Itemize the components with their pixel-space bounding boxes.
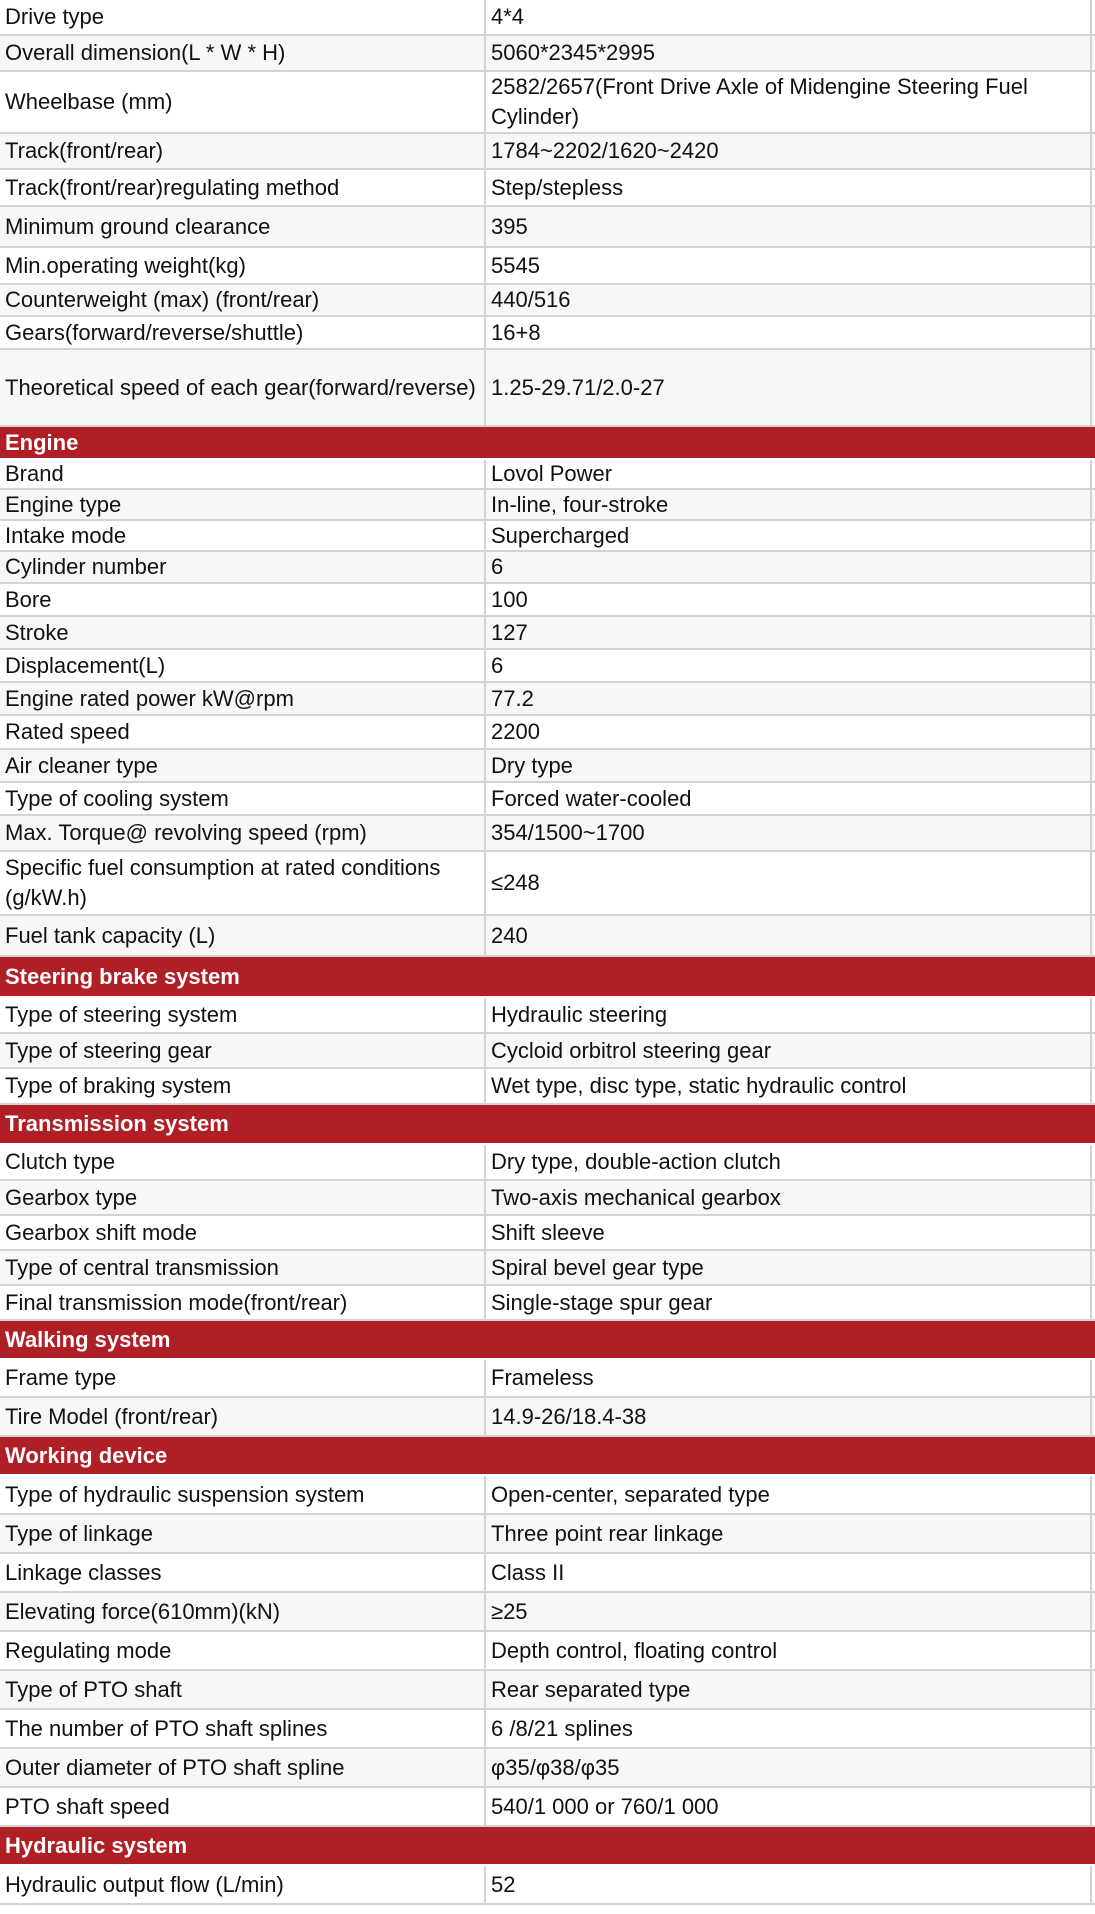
spec-label: Counterweight (max) (front/rear): [0, 285, 486, 315]
spec-label: Gearbox shift mode: [0, 1216, 486, 1249]
spec-row: [0, 0, 1095, 36]
spec-row: [0, 285, 1095, 317]
spec-value: 2582/2657(Front Drive Axle of Midengine Steering Fuel Cylinder): [486, 72, 1092, 132]
spec-value: 6: [486, 650, 1092, 681]
spec-label: Clutch type: [0, 1145, 486, 1179]
spec-row: [0, 1398, 1095, 1437]
spec-value: Rear separated type: [486, 1671, 1092, 1708]
spec-row: [0, 1632, 1095, 1671]
spec-value: 77.2: [486, 683, 1092, 714]
spec-label: Type of cooling system: [0, 783, 486, 814]
spec-value: Depth control, floating control: [486, 1632, 1092, 1669]
spec-row: [0, 134, 1095, 170]
spec-row: [0, 36, 1095, 72]
spec-row: [0, 460, 1095, 490]
spec-label: Overall dimension(L * W * H): [0, 36, 486, 70]
spec-value: Hydraulic steering: [486, 998, 1092, 1032]
spec-label: Rated speed: [0, 716, 486, 748]
spec-value: Three point rear linkage: [486, 1515, 1092, 1552]
spec-value: Shift sleeve: [486, 1216, 1092, 1249]
spec-row: [0, 552, 1095, 584]
spec-row: [0, 248, 1095, 285]
spec-value: Class II: [486, 1554, 1092, 1591]
spec-value: Single-stage spur gear: [486, 1286, 1092, 1319]
spec-value: 440/516: [486, 285, 1092, 315]
spec-row: [0, 1866, 1095, 1905]
spec-value: 1784~2202/1620~2420: [486, 134, 1092, 168]
spec-value: Dry type, double-action clutch: [486, 1145, 1092, 1179]
spec-row: [0, 1554, 1095, 1593]
spec-value: Open-center, separated type: [486, 1476, 1092, 1513]
spec-value: Forced water-cooled: [486, 783, 1092, 814]
spec-value: Two-axis mechanical gearbox: [486, 1181, 1092, 1214]
spec-row: [0, 650, 1095, 683]
spec-value: 100: [486, 584, 1092, 615]
spec-value: 240: [486, 916, 1092, 955]
spec-value: 5060*2345*2995: [486, 36, 1092, 70]
spec-label: Stroke: [0, 617, 486, 648]
section-header: Working device: [0, 1437, 1095, 1476]
spec-row: [0, 1671, 1095, 1710]
spec-row: [0, 1181, 1095, 1216]
spec-label: Displacement(L): [0, 650, 486, 681]
spec-row: [0, 1749, 1095, 1788]
spec-row: [0, 783, 1095, 816]
spec-value: Supercharged: [486, 521, 1092, 550]
spec-row: [0, 998, 1095, 1034]
spec-value: 354/1500~1700: [486, 816, 1092, 850]
spec-row: [0, 1360, 1095, 1398]
spec-row: [0, 1251, 1095, 1286]
spec-value: φ35/φ38/φ35: [486, 1749, 1092, 1786]
spec-value: In-line, four-stroke: [486, 490, 1092, 519]
spec-row: [0, 207, 1095, 248]
spec-label: Drive type: [0, 0, 486, 34]
spec-value: 4*4: [486, 0, 1092, 34]
spec-row: [0, 916, 1095, 957]
spec-value: 2200: [486, 716, 1092, 748]
spec-label: Tire Model (front/rear): [0, 1398, 486, 1435]
spec-label: Intake mode: [0, 521, 486, 550]
spec-row: [0, 490, 1095, 521]
spec-label: Type of steering system: [0, 998, 486, 1032]
spec-label: Track(front/rear): [0, 134, 486, 168]
spec-label: Cylinder number: [0, 552, 486, 582]
spec-row: [0, 1034, 1095, 1069]
spec-row: [0, 1286, 1095, 1321]
spec-label: PTO shaft speed: [0, 1788, 486, 1825]
spec-label: Engine rated power kW@rpm: [0, 683, 486, 714]
spec-row: [0, 816, 1095, 852]
spec-label: Type of PTO shaft: [0, 1671, 486, 1708]
spec-value: 52: [486, 1866, 1092, 1903]
spec-row: [0, 1476, 1095, 1515]
spec-label: Air cleaner type: [0, 750, 486, 781]
spec-row: [0, 1145, 1095, 1181]
spec-value: 395: [486, 207, 1092, 246]
spec-row: [0, 750, 1095, 783]
spec-value: ≤248: [486, 852, 1092, 914]
spec-value: Dry type: [486, 750, 1092, 781]
spec-label: Hydraulic output flow (L/min): [0, 1866, 486, 1903]
spec-label: Engine type: [0, 490, 486, 519]
spec-value: 16+8: [486, 317, 1092, 348]
spec-value: Spiral bevel gear type: [486, 1251, 1092, 1284]
spec-label: Type of steering gear: [0, 1034, 486, 1067]
spec-label: Type of linkage: [0, 1515, 486, 1552]
spec-label: Min.operating weight(kg): [0, 248, 486, 283]
spec-label: Track(front/rear)regulating method: [0, 170, 486, 205]
spec-row: [0, 317, 1095, 350]
spec-value: 127: [486, 617, 1092, 648]
spec-row: [0, 521, 1095, 552]
spec-label: Gears(forward/reverse/shuttle): [0, 317, 486, 348]
spec-label: Gearbox type: [0, 1181, 486, 1214]
spec-value: 5545: [486, 248, 1092, 283]
spec-label: Final transmission mode(front/rear): [0, 1286, 486, 1319]
section-header: Transmission system: [0, 1105, 1095, 1145]
section-header: Hydraulic system: [0, 1827, 1095, 1866]
spec-row: [0, 683, 1095, 716]
spec-row: [0, 1788, 1095, 1827]
spec-row: [0, 1216, 1095, 1251]
spec-row: [0, 1593, 1095, 1632]
spec-value: Lovol Power: [486, 460, 1092, 488]
spec-label: Brand: [0, 460, 486, 488]
spec-label: The number of PTO shaft splines: [0, 1710, 486, 1747]
spec-row: [0, 350, 1095, 427]
spec-label: Elevating force(610mm)(kN): [0, 1593, 486, 1630]
spec-row: [0, 1069, 1095, 1105]
spec-row: [0, 72, 1095, 134]
spec-value: 6: [486, 552, 1092, 582]
spec-label: Fuel tank capacity (L): [0, 916, 486, 955]
spec-label: Bore: [0, 584, 486, 615]
spec-label: Specific fuel consumption at rated conditions (g/kW.h): [0, 852, 486, 914]
spec-label: Outer diameter of PTO shaft spline: [0, 1749, 486, 1786]
spec-row: [0, 1710, 1095, 1749]
spec-label: Type of central transmission: [0, 1251, 486, 1284]
spec-row: [0, 716, 1095, 750]
spec-value: Wet type, disc type, static hydraulic control: [486, 1069, 1092, 1103]
spec-value: Cycloid orbitrol steering gear: [486, 1034, 1092, 1067]
spec-label: Frame type: [0, 1360, 486, 1396]
section-header: Steering brake system: [0, 957, 1095, 998]
spec-label: Type of braking system: [0, 1069, 486, 1103]
spec-label: Wheelbase (mm): [0, 72, 486, 132]
spec-row: [0, 617, 1095, 650]
spec-value: 540/1 000 or 760/1 000: [486, 1788, 1092, 1825]
spec-value: 14.9-26/18.4-38: [486, 1398, 1092, 1435]
spec-value: Step/stepless: [486, 170, 1092, 205]
spec-value: ≥25: [486, 1593, 1092, 1630]
spec-label: Type of hydraulic suspension system: [0, 1476, 486, 1513]
spec-label: Theoretical speed of each gear(forward/reverse): [0, 350, 486, 425]
spec-value: 6 /8/21 splines: [486, 1710, 1092, 1747]
spec-value: Frameless: [486, 1360, 1092, 1396]
spec-label: Regulating mode: [0, 1632, 486, 1669]
spec-row: [0, 852, 1095, 916]
spec-label: Linkage classes: [0, 1554, 486, 1591]
spec-row: [0, 1515, 1095, 1554]
spec-row: [0, 584, 1095, 617]
section-header: Walking system: [0, 1321, 1095, 1360]
spec-label: Minimum ground clearance: [0, 207, 486, 246]
section-header: Engine: [0, 427, 1095, 460]
spec-label: Max. Torque@ revolving speed (rpm): [0, 816, 486, 850]
spec-row: [0, 170, 1095, 207]
spec-value: 1.25-29.71/2.0-27: [486, 350, 1092, 425]
